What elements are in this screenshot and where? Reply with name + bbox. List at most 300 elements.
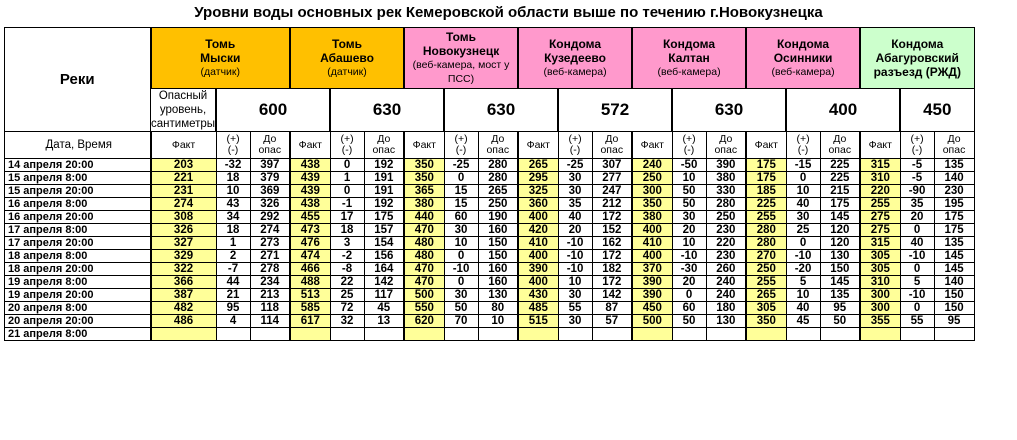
station-river-1: Томь bbox=[332, 37, 363, 51]
table-row bbox=[5, 237, 975, 250]
danger-label-line2: уровень, сантиметры bbox=[151, 104, 216, 130]
station-place-3: Кузедеево bbox=[544, 51, 606, 65]
cell-delta: 60 bbox=[444, 211, 478, 224]
cell-fact: 175 bbox=[746, 159, 786, 172]
cell-fact: 390 bbox=[632, 289, 672, 302]
cell-to-danger: 130 bbox=[478, 289, 518, 302]
cell-to-danger: 190 bbox=[478, 211, 518, 224]
cell-fact: 439 bbox=[290, 172, 330, 185]
row-datetime: 15 апреля 8:00 bbox=[5, 172, 151, 185]
subheader-to-danger-6: До опас bbox=[934, 132, 974, 159]
cell-fact: 370 bbox=[632, 263, 672, 276]
cell-fact bbox=[290, 328, 330, 341]
station-river-6: Кондома bbox=[891, 37, 944, 51]
cell-to-danger: 50 bbox=[820, 315, 860, 328]
danger-label-line1: Опасный bbox=[158, 90, 208, 102]
cell-delta: 10 bbox=[444, 237, 478, 250]
cell-to-danger: 247 bbox=[592, 185, 632, 198]
cell-delta: -10 bbox=[444, 263, 478, 276]
cell-delta: 17 bbox=[330, 211, 364, 224]
cell-fact: 265 bbox=[518, 159, 558, 172]
cell-fact: 550 bbox=[404, 302, 444, 315]
cell-fact: 310 bbox=[860, 172, 900, 185]
cell-to-danger: 240 bbox=[706, 276, 746, 289]
cell-fact: 350 bbox=[404, 172, 444, 185]
cell-fact: 365 bbox=[404, 185, 444, 198]
cell-delta: -25 bbox=[558, 159, 592, 172]
cell-to-danger: 150 bbox=[934, 289, 974, 302]
cell-delta: 30 bbox=[558, 289, 592, 302]
cell-to-danger: 160 bbox=[478, 263, 518, 276]
cell-fact: 275 bbox=[860, 211, 900, 224]
cell-to-danger: 130 bbox=[706, 315, 746, 328]
cell-to-danger: 172 bbox=[592, 211, 632, 224]
station-river-4: Кондома bbox=[662, 37, 716, 51]
cell-delta bbox=[786, 328, 820, 341]
cell-fact bbox=[518, 328, 558, 341]
cell-to-danger: 390 bbox=[706, 159, 746, 172]
cell-fact: 225 bbox=[746, 198, 786, 211]
cell-fact: 485 bbox=[518, 302, 558, 315]
station-river-2: Томь bbox=[446, 30, 477, 44]
subheader-fact-1: Факт bbox=[290, 132, 330, 159]
cell-delta: 0 bbox=[900, 302, 934, 315]
cell-to-danger: 271 bbox=[250, 250, 290, 263]
cell-to-danger: 230 bbox=[934, 185, 974, 198]
danger-value-3: 572 bbox=[558, 89, 672, 132]
subheader-fact-4: Факт bbox=[632, 132, 672, 159]
cell-delta: -32 bbox=[216, 159, 250, 172]
cell-delta: 20 bbox=[672, 224, 706, 237]
station-place-0: Мыски bbox=[200, 51, 241, 65]
subheader-to-danger-5: До опас bbox=[820, 132, 860, 159]
cell-to-danger: 225 bbox=[820, 159, 860, 172]
cell-delta: -10 bbox=[558, 263, 592, 276]
cell-to-danger: 135 bbox=[820, 289, 860, 302]
cell-fact: 255 bbox=[746, 276, 786, 289]
cell-delta: -10 bbox=[672, 250, 706, 263]
cell-delta: 0 bbox=[786, 237, 820, 250]
cell-fact: 350 bbox=[632, 198, 672, 211]
station-header-row bbox=[5, 28, 975, 89]
cell-to-danger: 277 bbox=[592, 172, 632, 185]
datetime-header: Дата, Время bbox=[5, 132, 151, 159]
subheader-fact-6: Факт bbox=[860, 132, 900, 159]
cell-delta: 4 bbox=[216, 315, 250, 328]
cell-delta: 30 bbox=[672, 211, 706, 224]
cell-to-danger: 114 bbox=[250, 315, 290, 328]
cell-delta: 5 bbox=[786, 276, 820, 289]
cell-delta: 40 bbox=[900, 237, 934, 250]
station-header-5 bbox=[746, 28, 860, 89]
row-datetime: 17 апреля 8:00 bbox=[5, 224, 151, 237]
cell-fact: 221 bbox=[151, 172, 217, 185]
cell-fact: 438 bbox=[290, 198, 330, 211]
cell-to-danger: 180 bbox=[706, 302, 746, 315]
cell-delta: 22 bbox=[330, 276, 364, 289]
cell-fact: 295 bbox=[518, 172, 558, 185]
cell-to-danger bbox=[706, 328, 746, 341]
cell-to-danger: 162 bbox=[592, 237, 632, 250]
cell-fact: 515 bbox=[518, 315, 558, 328]
danger-label bbox=[151, 89, 217, 132]
cell-delta: 5 bbox=[900, 276, 934, 289]
cell-delta: 0 bbox=[672, 289, 706, 302]
cell-delta: 10 bbox=[558, 276, 592, 289]
cell-fact: 280 bbox=[746, 237, 786, 250]
cell-to-danger: 192 bbox=[364, 198, 404, 211]
cell-delta: 45 bbox=[786, 315, 820, 328]
cell-fact: 470 bbox=[404, 224, 444, 237]
cell-to-danger: 152 bbox=[592, 224, 632, 237]
cell-to-danger: 80 bbox=[478, 302, 518, 315]
cell-delta: 30 bbox=[558, 185, 592, 198]
cell-delta: 15 bbox=[444, 185, 478, 198]
station-river-0: Томь bbox=[205, 37, 236, 51]
row-datetime: 20 апреля 8:00 bbox=[5, 302, 151, 315]
station-header-1 bbox=[290, 28, 404, 89]
cell-delta: -8 bbox=[330, 263, 364, 276]
cell-delta: 30 bbox=[786, 211, 820, 224]
row-datetime: 18 апреля 20:00 bbox=[5, 263, 151, 276]
danger-value-1: 630 bbox=[330, 89, 444, 132]
station-note-5: (веб-камера) bbox=[771, 66, 835, 78]
cell-to-danger bbox=[478, 328, 518, 341]
cell-fact: 620 bbox=[404, 315, 444, 328]
row-datetime: 17 апреля 20:00 bbox=[5, 237, 151, 250]
cell-fact: 400 bbox=[518, 211, 558, 224]
cell-delta: 40 bbox=[786, 198, 820, 211]
cell-fact: 390 bbox=[632, 276, 672, 289]
cell-delta: -2 bbox=[330, 250, 364, 263]
cell-fact: 300 bbox=[632, 185, 672, 198]
cell-delta: -30 bbox=[672, 263, 706, 276]
cell-fact: 400 bbox=[518, 276, 558, 289]
cell-delta: -15 bbox=[786, 159, 820, 172]
cell-to-danger: 278 bbox=[250, 263, 290, 276]
cell-fact: 327 bbox=[151, 237, 217, 250]
cell-to-danger: 175 bbox=[364, 211, 404, 224]
cell-delta bbox=[216, 328, 250, 341]
cell-fact: 322 bbox=[151, 263, 217, 276]
cell-to-danger: 150 bbox=[820, 263, 860, 276]
cell-to-danger: 120 bbox=[820, 237, 860, 250]
cell-fact: 305 bbox=[860, 250, 900, 263]
cell-to-danger: 140 bbox=[934, 276, 974, 289]
danger-row bbox=[5, 89, 975, 132]
cell-fact: 500 bbox=[404, 289, 444, 302]
cell-delta: 0 bbox=[444, 276, 478, 289]
station-note-1: (датчик) bbox=[327, 66, 367, 78]
cell-fact: 455 bbox=[290, 211, 330, 224]
cell-delta: 40 bbox=[558, 211, 592, 224]
cell-delta: 40 bbox=[786, 302, 820, 315]
subheader-to-danger-1: До опас bbox=[364, 132, 404, 159]
row-datetime: 16 апреля 8:00 bbox=[5, 198, 151, 211]
row-datetime: 18 апреля 8:00 bbox=[5, 250, 151, 263]
table-body bbox=[5, 159, 975, 341]
cell-delta bbox=[444, 328, 478, 341]
cell-to-danger: 260 bbox=[706, 263, 746, 276]
cell-to-danger: 215 bbox=[820, 185, 860, 198]
cell-delta: -7 bbox=[216, 263, 250, 276]
station-place-5: Осинники bbox=[773, 51, 833, 65]
cell-fact: 305 bbox=[860, 263, 900, 276]
cell-to-danger: 182 bbox=[592, 263, 632, 276]
cell-delta: 95 bbox=[216, 302, 250, 315]
table-row bbox=[5, 315, 975, 328]
cell-to-danger: 145 bbox=[820, 211, 860, 224]
cell-delta: 2 bbox=[216, 250, 250, 263]
cell-delta: 10 bbox=[672, 172, 706, 185]
cell-delta: 10 bbox=[216, 185, 250, 198]
subheader-delta-3: (+) (-) bbox=[558, 132, 592, 159]
cell-fact: 486 bbox=[151, 315, 217, 328]
cell-delta: 32 bbox=[330, 315, 364, 328]
cell-delta: 50 bbox=[672, 185, 706, 198]
cell-fact: 439 bbox=[290, 185, 330, 198]
cell-delta: 70 bbox=[444, 315, 478, 328]
cell-fact: 250 bbox=[632, 172, 672, 185]
cell-fact: 350 bbox=[404, 159, 444, 172]
cell-fact: 220 bbox=[860, 185, 900, 198]
cell-to-danger: 250 bbox=[706, 211, 746, 224]
cell-delta: 60 bbox=[672, 302, 706, 315]
cell-delta bbox=[558, 328, 592, 341]
station-note-2: (веб-камера, мост у ПСС) bbox=[412, 59, 510, 85]
cell-to-danger: 280 bbox=[706, 198, 746, 211]
cell-fact: 300 bbox=[860, 289, 900, 302]
station-header-2 bbox=[404, 28, 518, 89]
cell-delta: 15 bbox=[444, 198, 478, 211]
cell-fact bbox=[151, 328, 217, 341]
cell-delta: -10 bbox=[558, 237, 592, 250]
danger-value-0: 600 bbox=[216, 89, 330, 132]
cell-to-danger: 292 bbox=[250, 211, 290, 224]
cell-to-danger bbox=[592, 328, 632, 341]
subheader-delta-4: (+) (-) bbox=[672, 132, 706, 159]
cell-delta bbox=[900, 328, 934, 341]
cell-to-danger: 118 bbox=[250, 302, 290, 315]
table-row bbox=[5, 211, 975, 224]
cell-to-danger: 379 bbox=[250, 172, 290, 185]
cell-fact: 326 bbox=[151, 224, 217, 237]
cell-fact: 274 bbox=[151, 198, 217, 211]
subheader-to-danger-2: До опас bbox=[478, 132, 518, 159]
sub-header-row bbox=[5, 132, 975, 159]
cell-to-danger: 280 bbox=[478, 172, 518, 185]
cell-delta: 0 bbox=[444, 172, 478, 185]
cell-to-danger: 140 bbox=[934, 172, 974, 185]
cell-to-danger: 230 bbox=[706, 250, 746, 263]
cell-fact: 480 bbox=[404, 237, 444, 250]
cell-fact: 470 bbox=[404, 276, 444, 289]
cell-delta: 34 bbox=[216, 211, 250, 224]
cell-delta: 44 bbox=[216, 276, 250, 289]
cell-fact: 280 bbox=[746, 224, 786, 237]
cell-to-danger: 326 bbox=[250, 198, 290, 211]
cell-to-danger: 145 bbox=[934, 250, 974, 263]
cell-delta: 20 bbox=[558, 224, 592, 237]
cell-to-danger: 150 bbox=[478, 250, 518, 263]
cell-to-danger bbox=[250, 328, 290, 341]
station-note-0: (датчик) bbox=[200, 66, 240, 78]
cell-fact: 315 bbox=[860, 159, 900, 172]
cell-fact: 482 bbox=[151, 302, 217, 315]
danger-value-2: 630 bbox=[444, 89, 558, 132]
cell-fact: 185 bbox=[746, 185, 786, 198]
cell-to-danger: 369 bbox=[250, 185, 290, 198]
cell-delta: 50 bbox=[672, 198, 706, 211]
row-datetime: 15 апреля 20:00 bbox=[5, 185, 151, 198]
cell-fact: 450 bbox=[632, 302, 672, 315]
cell-fact: 360 bbox=[518, 198, 558, 211]
cell-fact: 380 bbox=[632, 211, 672, 224]
cell-to-danger: 273 bbox=[250, 237, 290, 250]
cell-to-danger: 175 bbox=[820, 198, 860, 211]
cell-fact: 470 bbox=[404, 263, 444, 276]
cell-to-danger: 250 bbox=[478, 198, 518, 211]
cell-delta: -10 bbox=[900, 250, 934, 263]
table-row bbox=[5, 302, 975, 315]
cell-to-danger: 95 bbox=[820, 302, 860, 315]
cell-to-danger: 191 bbox=[364, 185, 404, 198]
cell-to-danger: 397 bbox=[250, 159, 290, 172]
cell-delta: 30 bbox=[444, 289, 478, 302]
cell-to-danger: 120 bbox=[820, 224, 860, 237]
cell-delta: 0 bbox=[444, 250, 478, 263]
cell-fact: 476 bbox=[290, 237, 330, 250]
subheader-fact-2: Факт bbox=[404, 132, 444, 159]
cell-fact: 255 bbox=[860, 198, 900, 211]
station-place-4: Калтан bbox=[668, 51, 710, 65]
cell-delta: 0 bbox=[900, 224, 934, 237]
cell-to-danger: 380 bbox=[706, 172, 746, 185]
cell-to-danger: 212 bbox=[592, 198, 632, 211]
cell-fact bbox=[632, 328, 672, 341]
table-row bbox=[5, 224, 975, 237]
cell-fact bbox=[860, 328, 900, 341]
cell-fact: 255 bbox=[746, 211, 786, 224]
cell-fact: 325 bbox=[518, 185, 558, 198]
subheader-to-danger-4: До опас bbox=[706, 132, 746, 159]
cell-to-danger: 142 bbox=[364, 276, 404, 289]
cell-delta: 20 bbox=[900, 211, 934, 224]
cell-to-danger: 57 bbox=[592, 315, 632, 328]
cell-delta: 25 bbox=[786, 224, 820, 237]
cell-delta: 50 bbox=[444, 302, 478, 315]
station-place-1: Абашево bbox=[320, 51, 374, 65]
danger-value-5: 400 bbox=[786, 89, 900, 132]
cell-fact: 480 bbox=[404, 250, 444, 263]
row-datetime: 14 апреля 20:00 bbox=[5, 159, 151, 172]
cell-to-danger: 10 bbox=[478, 315, 518, 328]
cell-to-danger: 175 bbox=[934, 211, 974, 224]
cell-delta: 25 bbox=[330, 289, 364, 302]
cell-delta: 30 bbox=[444, 224, 478, 237]
cell-delta: 0 bbox=[330, 185, 364, 198]
cell-delta: 20 bbox=[672, 276, 706, 289]
subheader-delta-0: (+) (-) bbox=[216, 132, 250, 159]
cell-fact: 430 bbox=[518, 289, 558, 302]
cell-to-danger: 274 bbox=[250, 224, 290, 237]
cell-fact: 420 bbox=[518, 224, 558, 237]
cell-to-danger: 157 bbox=[364, 224, 404, 237]
cell-to-danger: 95 bbox=[934, 315, 974, 328]
table-row bbox=[5, 198, 975, 211]
station-place-2: Новокузнецк bbox=[422, 44, 500, 58]
cell-fact: 400 bbox=[518, 250, 558, 263]
cell-delta: 21 bbox=[216, 289, 250, 302]
cell-to-danger: 160 bbox=[478, 276, 518, 289]
cell-to-danger bbox=[820, 328, 860, 341]
row-datetime: 21 апреля 8:00 bbox=[5, 328, 151, 341]
cell-delta: -5 bbox=[900, 172, 934, 185]
cell-delta bbox=[672, 328, 706, 341]
row-header-rivers: Реки bbox=[5, 28, 151, 132]
cell-to-danger: 150 bbox=[478, 237, 518, 250]
cell-to-danger: 280 bbox=[478, 159, 518, 172]
cell-to-danger: 145 bbox=[934, 263, 974, 276]
cell-delta: 30 bbox=[558, 315, 592, 328]
cell-fact: 366 bbox=[151, 276, 217, 289]
cell-fact: 305 bbox=[746, 302, 786, 315]
station-header-6 bbox=[860, 28, 974, 89]
cell-fact: 265 bbox=[746, 289, 786, 302]
cell-fact: 203 bbox=[151, 159, 217, 172]
cell-to-danger: 225 bbox=[820, 172, 860, 185]
cell-fact: 438 bbox=[290, 159, 330, 172]
cell-delta: 50 bbox=[672, 315, 706, 328]
cell-fact: 270 bbox=[746, 250, 786, 263]
subheader-delta-1: (+) (-) bbox=[330, 132, 364, 159]
cell-to-danger: 265 bbox=[478, 185, 518, 198]
page-title: Уровни воды основных рек Кемеровской области выше по течению г.Новокузнецка bbox=[194, 4, 823, 21]
cell-delta bbox=[330, 328, 364, 341]
cell-delta: 0 bbox=[330, 159, 364, 172]
cell-fact: 474 bbox=[290, 250, 330, 263]
cell-fact: 410 bbox=[518, 237, 558, 250]
cell-to-danger: 160 bbox=[478, 224, 518, 237]
cell-to-danger: 117 bbox=[364, 289, 404, 302]
cell-delta: 0 bbox=[900, 263, 934, 276]
row-datetime: 20 апреля 20:00 bbox=[5, 315, 151, 328]
subheader-fact-3: Факт bbox=[518, 132, 558, 159]
cell-to-danger: 135 bbox=[934, 237, 974, 250]
cell-delta: -50 bbox=[672, 159, 706, 172]
cell-fact: 473 bbox=[290, 224, 330, 237]
cell-fact bbox=[404, 328, 444, 341]
cell-to-danger: 307 bbox=[592, 159, 632, 172]
cell-fact: 513 bbox=[290, 289, 330, 302]
cell-delta: 55 bbox=[900, 315, 934, 328]
cell-to-danger: 13 bbox=[364, 315, 404, 328]
cell-to-danger: 330 bbox=[706, 185, 746, 198]
cell-delta: 10 bbox=[786, 289, 820, 302]
cell-delta: 3 bbox=[330, 237, 364, 250]
table-row bbox=[5, 289, 975, 302]
subheader-to-danger-0: До опас bbox=[250, 132, 290, 159]
station-header-4 bbox=[632, 28, 746, 89]
cell-fact: 400 bbox=[632, 250, 672, 263]
cell-fact: 387 bbox=[151, 289, 217, 302]
subheader-fact-5: Факт bbox=[746, 132, 786, 159]
cell-fact: 175 bbox=[746, 172, 786, 185]
cell-to-danger: 172 bbox=[592, 250, 632, 263]
cell-to-danger: 240 bbox=[706, 289, 746, 302]
table-row bbox=[5, 263, 975, 276]
danger-value-6: 450 bbox=[900, 89, 974, 132]
